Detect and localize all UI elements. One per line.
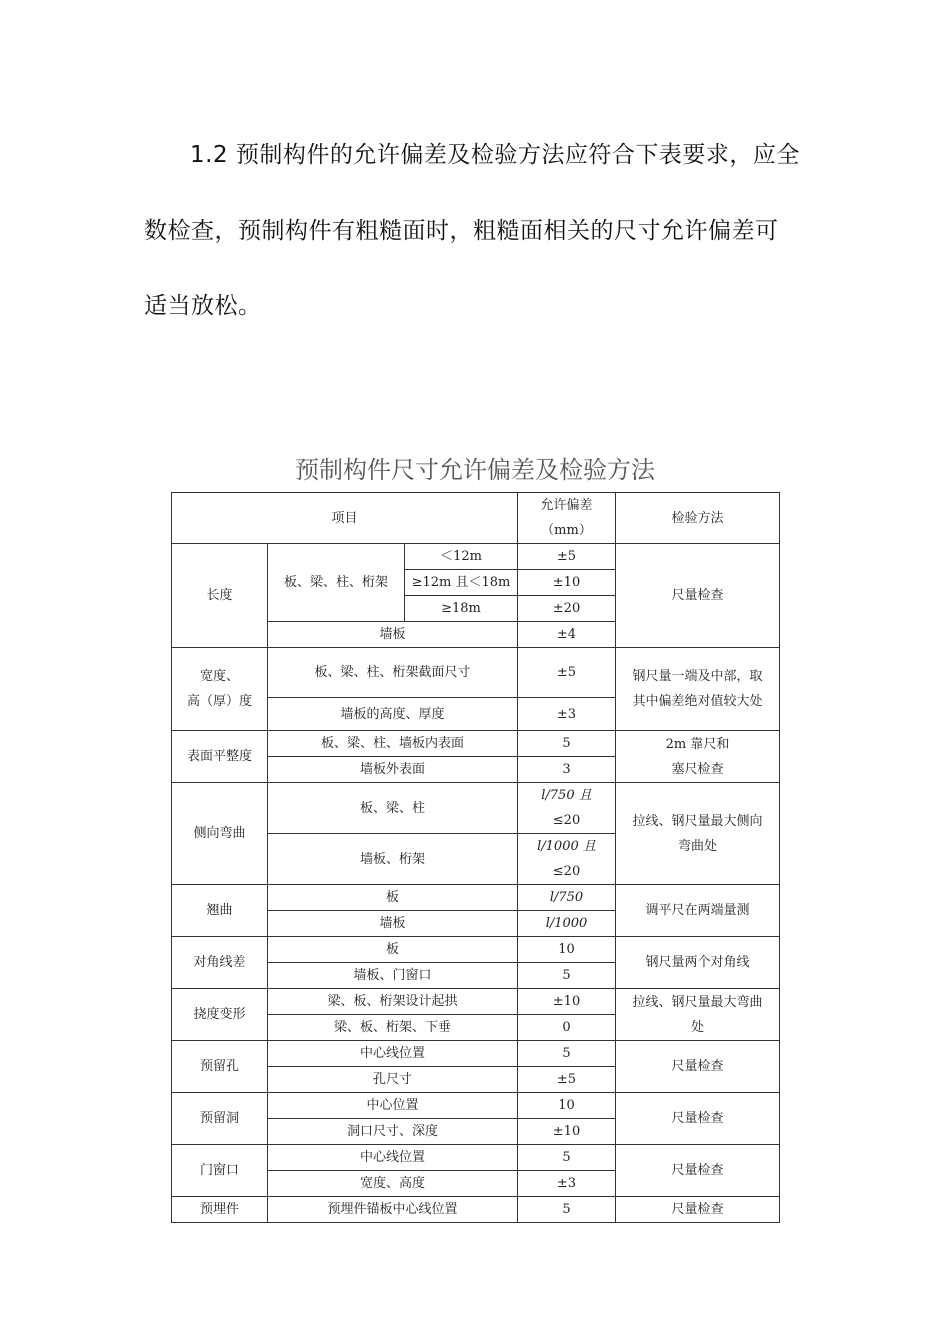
row-label: 预留孔 [172,1041,268,1093]
row-label: 侧向弯曲 [172,783,268,885]
table-row [172,1145,780,1171]
method-cell: 尺量检查 [616,1041,780,1093]
header-tolerance: 允许偏差 （mm） [518,493,616,544]
table-row [172,885,780,911]
table-cell: 中心线位置 [268,1041,518,1067]
table-cell: ±5 [518,1067,616,1093]
table-cell: 10 [518,937,616,963]
table-row [172,1197,780,1223]
table-cell: ≥12m 且＜18m [405,570,518,596]
row-label: 翘曲 [172,885,268,937]
method-cell: 钢尺量两个对角线 [616,937,780,989]
row-label: 门窗口 [172,1145,268,1197]
table-cell: 3 [518,757,616,783]
header-item: 项目 [172,493,518,544]
table-cell: 板、梁、柱、桁架截面尺寸 [268,648,518,698]
table-cell: 板、梁、柱、桁架 [268,544,405,622]
method-cell: 钢尺量一端及中部，取 其中偏差绝对值较大处 [616,648,780,731]
table-row [172,1093,780,1119]
row-label: 表面平整度 [172,731,268,783]
table-row [172,989,780,1015]
header-method: 检验方法 [616,493,780,544]
table-cell: 10 [518,1093,616,1119]
table-row [172,648,780,698]
row-label: 宽度、 高（厚）度 [172,648,268,731]
table-cell: 墙板、桁架 [268,834,518,885]
table-cell: 洞口尺寸、深度 [268,1119,518,1145]
table-cell: 预埋件锚板中心线位置 [268,1197,518,1223]
table-cell: ±4 [518,622,616,648]
table-cell: 5 [518,963,616,989]
table-cell: l/1000 [518,911,616,937]
table-row [172,783,780,834]
row-label: 挠度变形 [172,989,268,1041]
paragraph-line-1: 1.2 预制构件的允许偏差及检验方法应符合下表要求，应全 [190,142,800,168]
row-label: 对角线差 [172,937,268,989]
tolerance-table [171,492,780,1223]
row-label: 预留洞 [172,1093,268,1145]
table-cell: 墙板 [268,622,518,648]
table-cell: 5 [518,731,616,757]
table-cell: 墙板 [268,911,518,937]
table-cell: 宽度、高度 [268,1171,518,1197]
paragraph-line-2: 数检查，预制构件有粗糙面时，粗糙面相关的尺寸允许偏差可 [144,218,779,244]
table-cell: 墙板、门窗口 [268,963,518,989]
table-cell: ≥18m [405,596,518,622]
table-cell: 中心位置 [268,1093,518,1119]
table-cell: ±3 [518,698,616,731]
table-cell: ±5 [518,544,616,570]
method-cell: 尺量检查 [616,1093,780,1145]
table-cell: 5 [518,1041,616,1067]
row-label: 预埋件 [172,1197,268,1223]
table-cell: 墙板外表面 [268,757,518,783]
table-row [172,937,780,963]
table-cell: 孔尺寸 [268,1067,518,1093]
table-cell: ＜12m [405,544,518,570]
method-cell: 拉线、钢尺量最大侧向 弯曲处 [616,783,780,885]
table-cell: l/1000 且 ≤20 [518,834,616,885]
table-cell: ±5 [518,648,616,698]
table-cell: l/750 且 ≤20 [518,783,616,834]
table-title: 预制构件尺寸允许偏差及检验方法 [295,456,655,484]
table-cell: 中心线位置 [268,1145,518,1171]
method-cell: 拉线、钢尺量最大弯曲 处 [616,989,780,1041]
table-cell: 板、梁、柱、墙板内表面 [268,731,518,757]
table-cell: 5 [518,1197,616,1223]
table-cell: 墙板的高度、厚度 [268,698,518,731]
table-cell: ±3 [518,1171,616,1197]
table-cell: 梁、板、桁架、下垂 [268,1015,518,1041]
table-cell: ±10 [518,570,616,596]
table-cell: 板 [268,937,518,963]
table-row [172,731,780,757]
table-cell: ±20 [518,596,616,622]
table-cell: ±10 [518,989,616,1015]
method-cell: 2m 靠尺和 塞尺检查 [616,731,780,783]
method-cell: 尺量检查 [616,544,780,648]
table-cell: 0 [518,1015,616,1041]
table-cell: ±10 [518,1119,616,1145]
table-row [172,544,780,570]
table-cell: 板 [268,885,518,911]
method-cell: 尺量检查 [616,1197,780,1223]
table-cell: 5 [518,1145,616,1171]
method-cell: 调平尺在两端量测 [616,885,780,937]
table-header-row [172,493,780,544]
table-cell: l/750 [518,885,616,911]
table-cell: 梁、板、桁架设计起拱 [268,989,518,1015]
method-cell: 尺量检查 [616,1145,780,1197]
row-label: 长度 [172,544,268,648]
paragraph-line-3: 适当放松。 [144,293,262,319]
table-cell: 板、梁、柱 [268,783,518,834]
table-row [172,1041,780,1067]
